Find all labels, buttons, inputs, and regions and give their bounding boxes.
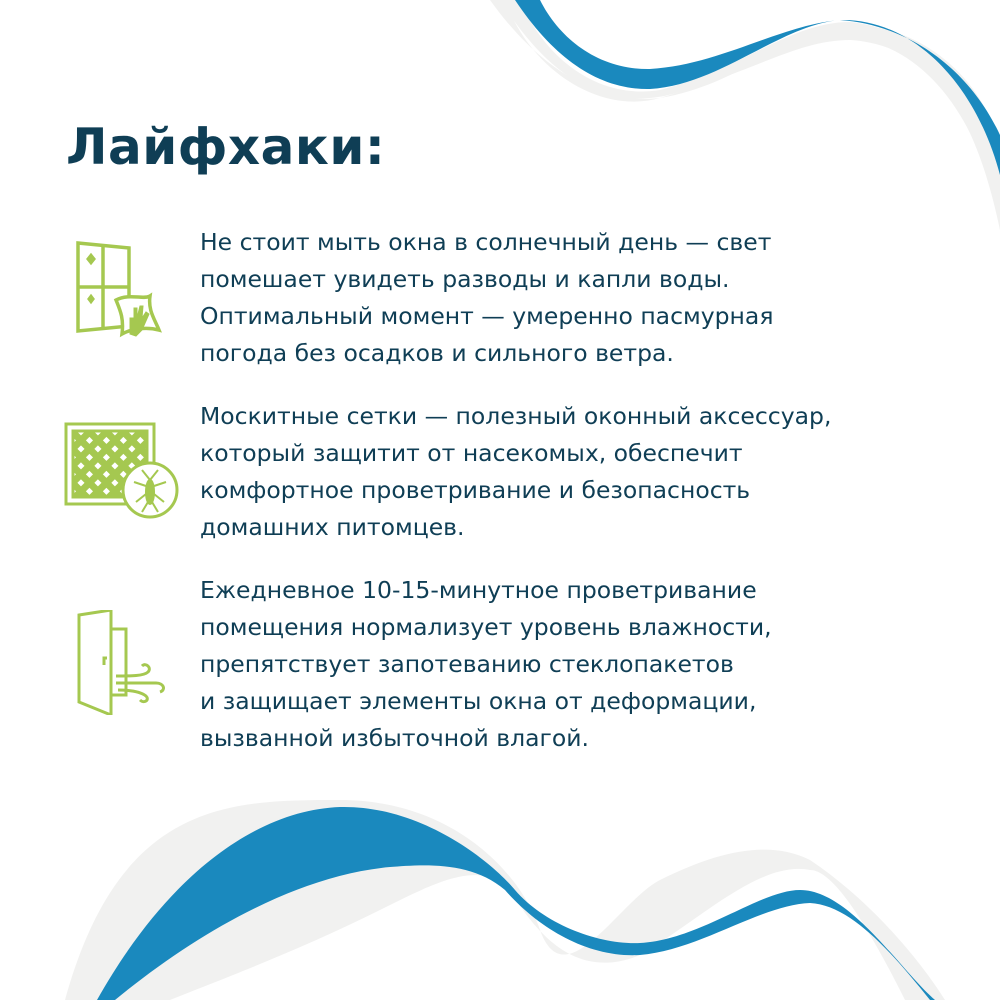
tip-window-cleaning: Не стоит мыть окна в солнечный день — свет помешает увидеть разводы и капли воды. Оптимальный момент — умеренно пасмурная погода без осадков и сильного ветра. [200, 228, 774, 367]
mosquito-net-icon [64, 422, 179, 522]
top-wave-gray [490, 0, 1000, 230]
window-cleaning-icon [74, 238, 164, 338]
page-title: Лайфхаки: [66, 118, 386, 176]
tip-ventilation: Ежедневное 10-15-минутное проветривание помещения нормализует уровень влажности, препятствует запотеванию стеклопакетов и защищает элементы окна от деформации, вызванной избыточной влагой. [200, 576, 772, 752]
tip-mosquito-nets: Москитные сетки — полезный оконный аксессуар, который защитит от насекомых, обеспечит комфортное проветривание и безопасность домашних питомцев. [200, 402, 832, 541]
ventilation-door-icon [76, 610, 171, 715]
top-wave-gray-2 [500, 0, 1000, 230]
